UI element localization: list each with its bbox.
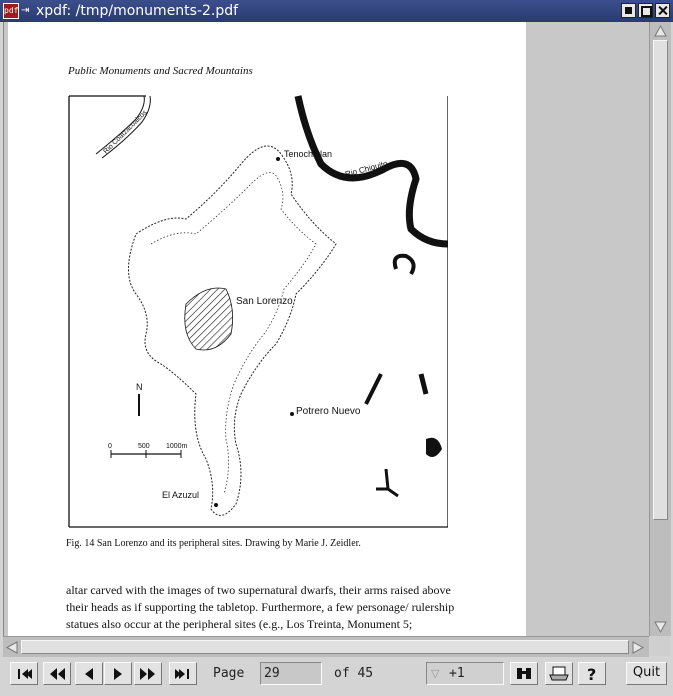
svg-text:?: ? [587,665,597,684]
map-label-tenochtitlan: Tenochtitlan [284,149,333,159]
map-label-river: Rio Chiquito [344,158,389,179]
last-page-icon [170,663,196,684]
pdf-page [8,22,526,636]
page-count-label: of 45 [334,666,374,681]
stream-1 [366,374,381,404]
zoom-select[interactable] [426,662,504,685]
first-page-icon [11,663,37,684]
close-button[interactable] [655,3,670,18]
scale-label-1000: 1000m [166,443,188,450]
map-frame [69,96,448,527]
previous-page-button[interactable] [75,662,103,685]
zoom-value: +1 [449,666,465,681]
body-line-1: altar carved with the images of two supernatural dwarfs, their arms raised above [66,583,451,597]
potrero-nuevo-dot [290,412,294,416]
print-icon [546,663,572,684]
title-bar[interactable] [0,0,673,22]
el-azuzul-dot [214,503,218,507]
window-menu-arrow-icon[interactable]: ⇥ [21,5,30,16]
page-label: Page [213,666,245,681]
dropdown-arrow-icon: ▽ [431,667,440,680]
vertical-scrollbar[interactable] [649,22,671,636]
tenochtitlan-dot [276,157,280,161]
find-button[interactable] [510,662,538,685]
map-label-el-azuzul: El Azuzul [162,490,200,500]
scroll-up-icon[interactable] [653,24,668,38]
window-title: xpdf: /tmp/monuments-2.pdf [36,3,239,19]
print-button[interactable] [545,662,573,685]
horizontal-scrollbar[interactable] [3,636,649,657]
scroll-down-icon[interactable] [653,620,668,634]
first-page-button[interactable] [10,662,38,685]
body-line-2: their heads as if supporting the tabletop. Furthermore, a few personage/ rulership [66,600,455,614]
toolbar [0,657,673,696]
map-label-top-left-river: Rio Coatzacoalcos [102,109,149,156]
running-head: Public Monuments and Sacred Mountains [68,65,253,77]
map-label-san-lorenzo: San Lorenzo [236,296,293,307]
quit-button[interactable]: Quit [626,662,667,685]
scale-label-500: 500 [138,443,150,450]
minimize-button[interactable] [621,3,636,18]
scale-label-0: 0 [108,443,112,450]
san-lorenzo-hatched-area [185,288,233,350]
help-question-icon [579,663,605,684]
body-line-3: statues also occur at the peripheral sites (e.g., Los Treinta, Monument 5; [66,617,413,631]
forward-ten-pages-icon [135,663,161,684]
maximize-button[interactable] [638,3,653,18]
pond [426,438,442,457]
document-viewport[interactable] [3,22,650,636]
next-page-icon [105,663,131,684]
north-arrow-label: N [136,382,143,392]
vertical-scroll-thumb[interactable] [653,40,668,520]
back-ten-pages-icon [44,663,70,684]
scrollbar-corner [649,636,670,656]
last-page-button[interactable] [169,662,197,685]
find-binoculars-icon [511,663,537,684]
scroll-left-icon[interactable] [5,640,19,655]
page-number-input[interactable]: 29 [260,662,322,685]
stream-2 [421,374,426,394]
figure-map [66,94,448,530]
back-ten-pages-button[interactable] [43,662,71,685]
scroll-right-icon[interactable] [631,640,645,655]
app-icon[interactable]: pdf [3,3,19,19]
marsh-hook [395,256,414,274]
stream-3 [376,469,398,496]
island-outline [129,146,337,515]
next-page-button[interactable] [104,662,132,685]
horizontal-scroll-thumb[interactable] [21,640,629,654]
figure-caption: Fig. 14 San Lorenzo and its peripheral sites. Drawing by Marie J. Zeidler. [66,538,361,549]
map-label-potrero-nuevo: Potrero Nuevo [296,406,361,417]
forward-ten-pages-button[interactable] [134,662,162,685]
previous-page-icon [76,663,102,684]
help-button[interactable] [578,662,606,685]
